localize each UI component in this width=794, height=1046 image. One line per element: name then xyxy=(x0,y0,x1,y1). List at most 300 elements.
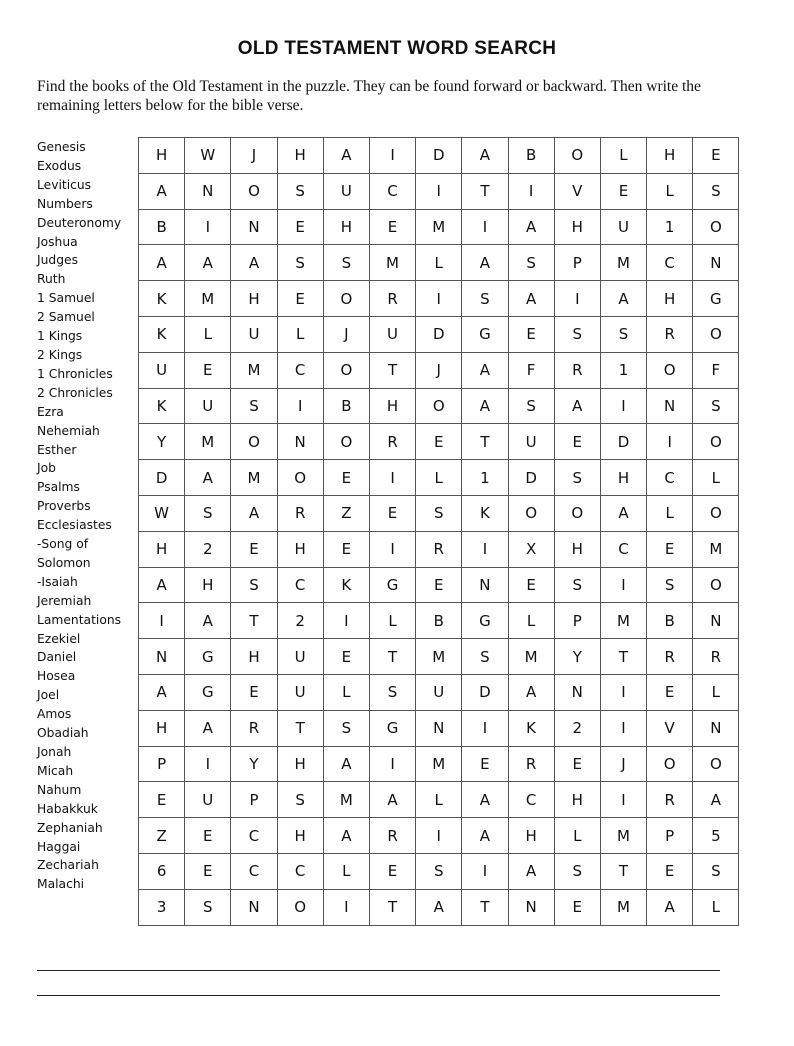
grid-cell: Y xyxy=(139,424,185,460)
grid-cell: E xyxy=(369,495,415,531)
word-list-item: Micah xyxy=(37,763,74,778)
word-list-item: Esther xyxy=(37,442,77,457)
grid-cell: S xyxy=(277,173,323,209)
grid-cell: A xyxy=(600,495,646,531)
grid-cell: A xyxy=(647,889,693,925)
word-list-item: Numbers xyxy=(37,196,93,211)
grid-cell: I xyxy=(185,209,231,245)
grid-cell: E xyxy=(277,209,323,245)
grid-cell: E xyxy=(554,746,600,782)
grid-cell: L xyxy=(647,495,693,531)
grid-cell: L xyxy=(185,316,231,352)
word-list-item: 2 Chronicles xyxy=(37,385,113,400)
grid-row xyxy=(139,818,739,854)
grid-cell: I xyxy=(323,889,369,925)
grid-cell: U xyxy=(185,388,231,424)
word-list-item: -Song of xyxy=(37,537,89,552)
grid-cell: A xyxy=(462,245,508,281)
grid-cell: E xyxy=(416,424,462,460)
grid-cell: E xyxy=(323,531,369,567)
grid-cell: O xyxy=(693,495,739,531)
grid-cell: E xyxy=(647,531,693,567)
grid-cell: D xyxy=(600,424,646,460)
word-list-item: Psalms xyxy=(37,480,80,495)
grid-cell: O xyxy=(323,281,369,317)
grid-cell: T xyxy=(231,603,277,639)
grid-cell: E xyxy=(369,853,415,889)
grid-cell: A xyxy=(462,138,508,174)
grid-cell: A xyxy=(462,782,508,818)
grid-cell: K xyxy=(139,281,185,317)
grid-row xyxy=(139,424,739,460)
grid-cell: O xyxy=(693,209,739,245)
grid-row xyxy=(139,388,739,424)
grid-cell: L xyxy=(323,674,369,710)
word-list-item: Ezra xyxy=(37,404,64,419)
grid-cell: R xyxy=(416,531,462,567)
grid-cell: M xyxy=(600,603,646,639)
grid-cell: H xyxy=(277,531,323,567)
grid-cell: L xyxy=(693,674,739,710)
grid-cell: D xyxy=(462,674,508,710)
word-list-item: Job xyxy=(37,461,56,476)
grid-cell: I xyxy=(369,138,415,174)
grid-cell: O xyxy=(647,352,693,388)
grid-cell: N xyxy=(231,889,277,925)
grid-cell: I xyxy=(185,746,231,782)
grid-cell: T xyxy=(369,639,415,675)
grid-cell: H xyxy=(323,209,369,245)
grid-cell: S xyxy=(693,173,739,209)
grid-cell: T xyxy=(277,710,323,746)
grid-cell: I xyxy=(323,603,369,639)
grid-row xyxy=(139,710,739,746)
grid-cell: N xyxy=(416,710,462,746)
grid-cell: O xyxy=(323,424,369,460)
grid-cell: N xyxy=(231,209,277,245)
grid-cell: I xyxy=(277,388,323,424)
grid-cell: 1 xyxy=(600,352,646,388)
grid-cell: 1 xyxy=(462,460,508,496)
grid-cell: I xyxy=(416,281,462,317)
grid-cell: L xyxy=(416,460,462,496)
grid-cell: I xyxy=(369,460,415,496)
grid-cell: B xyxy=(416,603,462,639)
grid-cell: O xyxy=(277,889,323,925)
grid-cell: E xyxy=(369,209,415,245)
grid-cell: E xyxy=(139,782,185,818)
word-list-item: Obadiah xyxy=(37,726,89,741)
grid-cell: O xyxy=(693,567,739,603)
grid-cell: S xyxy=(693,388,739,424)
grid-cell: I xyxy=(600,674,646,710)
grid-cell: C xyxy=(277,853,323,889)
grid-cell: A xyxy=(139,674,185,710)
grid-cell: S xyxy=(416,853,462,889)
grid-cell: E xyxy=(185,853,231,889)
grid-cell: O xyxy=(277,460,323,496)
word-list-item: Daniel xyxy=(37,650,77,665)
grid-cell: N xyxy=(139,639,185,675)
grid-cell: N xyxy=(647,388,693,424)
grid-cell: I xyxy=(600,782,646,818)
word-list-item: Nehemiah xyxy=(37,423,100,438)
grid-cell: S xyxy=(416,495,462,531)
grid-cell: O xyxy=(554,138,600,174)
word-list-item: Jeremiah xyxy=(37,593,92,608)
grid-cell: A xyxy=(554,388,600,424)
grid-cell: R xyxy=(693,639,739,675)
word-list-item: Ecclesiastes xyxy=(37,518,112,533)
grid-cell: I xyxy=(462,209,508,245)
grid-cell: A xyxy=(139,245,185,281)
grid-cell: P xyxy=(647,818,693,854)
grid-cell: H xyxy=(139,531,185,567)
grid-cell: O xyxy=(693,316,739,352)
word-list-item: Deuteronomy xyxy=(37,215,122,230)
grid-cell: H xyxy=(647,138,693,174)
grid-cell: A xyxy=(185,603,231,639)
grid-cell: S xyxy=(462,281,508,317)
grid-cell: H xyxy=(554,209,600,245)
grid-cell: H xyxy=(554,782,600,818)
word-list-item: 2 Kings xyxy=(37,347,83,362)
grid-cell: E xyxy=(416,567,462,603)
grid-cell: A xyxy=(185,460,231,496)
word-list-item: Zephaniah xyxy=(37,820,103,835)
grid-cell: S xyxy=(554,460,600,496)
grid-cell: T xyxy=(462,889,508,925)
grid-cell: N xyxy=(185,173,231,209)
grid-cell: M xyxy=(600,245,646,281)
grid-cell: S xyxy=(323,710,369,746)
grid-cell: M xyxy=(416,746,462,782)
grid-cell: C xyxy=(647,245,693,281)
grid-cell: S xyxy=(185,889,231,925)
grid-cell: R xyxy=(647,316,693,352)
grid-cell: B xyxy=(508,138,554,174)
grid-cell: H xyxy=(139,138,185,174)
grid-cell: E xyxy=(185,352,231,388)
grid-cell: H xyxy=(231,639,277,675)
grid-cell: A xyxy=(600,281,646,317)
grid-cell: E xyxy=(508,567,554,603)
grid-cell: H xyxy=(369,388,415,424)
grid-cell: 5 xyxy=(693,818,739,854)
grid-cell: K xyxy=(508,710,554,746)
grid-cell: O xyxy=(323,352,369,388)
grid-cell: D xyxy=(416,316,462,352)
grid-row xyxy=(139,352,739,388)
grid-row xyxy=(139,138,739,174)
grid-cell: S xyxy=(277,782,323,818)
grid-cell: W xyxy=(139,495,185,531)
grid-cell: E xyxy=(693,138,739,174)
grid-cell: E xyxy=(323,639,369,675)
grid-cell: E xyxy=(231,674,277,710)
grid-row xyxy=(139,674,739,710)
grid-cell: U xyxy=(600,209,646,245)
grid-cell: S xyxy=(554,853,600,889)
grid-cell: I xyxy=(139,603,185,639)
grid-cell: O xyxy=(647,746,693,782)
grid-cell: C xyxy=(231,818,277,854)
grid-cell: 2 xyxy=(554,710,600,746)
grid-cell: 3 xyxy=(139,889,185,925)
word-list-item: Jonah xyxy=(37,745,72,759)
grid-cell: K xyxy=(139,316,185,352)
word-list-item: Exodus xyxy=(37,158,82,173)
grid-row xyxy=(139,853,739,889)
grid-cell: A xyxy=(231,245,277,281)
grid-cell: N xyxy=(693,603,739,639)
grid-cell: I xyxy=(600,388,646,424)
grid-cell: A xyxy=(693,782,739,818)
grid-cell: I xyxy=(647,424,693,460)
grid-cell: A xyxy=(323,746,369,782)
grid-cell: M xyxy=(416,639,462,675)
word-list-item: 2 Samuel xyxy=(37,310,95,325)
grid-cell: F xyxy=(693,352,739,388)
grid-cell: O xyxy=(693,746,739,782)
grid-cell: M xyxy=(693,531,739,567)
grid-cell: S xyxy=(231,567,277,603)
grid-cell: L xyxy=(323,853,369,889)
grid-cell: N xyxy=(462,567,508,603)
grid-cell: D xyxy=(139,460,185,496)
grid-cell: I xyxy=(600,567,646,603)
grid-cell: A xyxy=(139,173,185,209)
grid-cell: H xyxy=(647,281,693,317)
word-list-item: Hosea xyxy=(37,669,76,684)
grid-cell: A xyxy=(462,388,508,424)
word-list-item: Nahum xyxy=(37,782,82,797)
grid-cell: S xyxy=(600,316,646,352)
word-list-item: 1 Kings xyxy=(37,329,83,344)
grid-cell: U xyxy=(416,674,462,710)
grid-cell: X xyxy=(508,531,554,567)
grid-cell: L xyxy=(369,603,415,639)
grid-cell: S xyxy=(323,245,369,281)
grid-cell: E xyxy=(554,424,600,460)
grid-row xyxy=(139,281,739,317)
grid-cell: H xyxy=(277,818,323,854)
grid-cell: H xyxy=(139,710,185,746)
grid-cell: U xyxy=(323,173,369,209)
grid-cell: G xyxy=(462,603,508,639)
word-list-item: Amos xyxy=(37,707,72,722)
grid-cell: 1 xyxy=(647,209,693,245)
grid-cell: M xyxy=(231,460,277,496)
word-list-item: -Isaiah xyxy=(37,574,78,589)
grid-cell: I xyxy=(462,853,508,889)
grid-cell: L xyxy=(693,889,739,925)
grid-cell: U xyxy=(369,316,415,352)
grid-cell: I xyxy=(554,281,600,317)
word-list xyxy=(37,138,137,894)
grid-cell: N xyxy=(554,674,600,710)
grid-row xyxy=(139,173,739,209)
grid-cell: V xyxy=(647,710,693,746)
grid-cell: O xyxy=(416,388,462,424)
grid-cell: L xyxy=(416,782,462,818)
grid-cell: E xyxy=(185,818,231,854)
grid-cell: S xyxy=(462,639,508,675)
grid-cell: U xyxy=(277,639,323,675)
word-list-item: Genesis xyxy=(37,140,86,154)
grid-cell: H xyxy=(277,746,323,782)
grid-cell: I xyxy=(416,173,462,209)
grid-cell: S xyxy=(508,245,554,281)
grid-cell: T xyxy=(600,853,646,889)
grid-cell: P xyxy=(231,782,277,818)
grid-row xyxy=(139,245,739,281)
grid-cell: N xyxy=(277,424,323,460)
grid-cell: U xyxy=(185,782,231,818)
grid-cell: K xyxy=(462,495,508,531)
grid-cell: R xyxy=(277,495,323,531)
grid-cell: G xyxy=(693,281,739,317)
grid-cell: M xyxy=(231,352,277,388)
grid-cell: A xyxy=(416,889,462,925)
grid-cell: S xyxy=(508,388,554,424)
grid-cell: S xyxy=(231,388,277,424)
grid-cell: U xyxy=(508,424,554,460)
grid-cell: J xyxy=(231,138,277,174)
grid-cell: A xyxy=(185,245,231,281)
grid-cell: Y xyxy=(554,639,600,675)
grid-cell: H xyxy=(508,818,554,854)
grid-cell: P xyxy=(139,746,185,782)
grid-cell: A xyxy=(508,674,554,710)
word-list-item: 1 Samuel xyxy=(37,291,95,306)
grid-cell: A xyxy=(462,352,508,388)
grid-cell: Z xyxy=(139,818,185,854)
word-list-item: Haggai xyxy=(37,839,81,854)
grid-cell: S xyxy=(554,567,600,603)
grid-cell: L xyxy=(554,818,600,854)
grid-cell: N xyxy=(693,710,739,746)
grid-cell: A xyxy=(139,567,185,603)
grid-cell: M xyxy=(600,818,646,854)
grid-cell: P xyxy=(554,245,600,281)
grid-cell: O xyxy=(508,495,554,531)
grid-cell: K xyxy=(139,388,185,424)
word-list-item: Ezekiel xyxy=(37,631,81,646)
grid-cell: L xyxy=(416,245,462,281)
grid-cell: C xyxy=(277,567,323,603)
grid-cell: I xyxy=(369,531,415,567)
grid-cell: I xyxy=(508,173,554,209)
grid-row xyxy=(139,495,739,531)
grid-row xyxy=(139,782,739,818)
grid-row xyxy=(139,209,739,245)
grid-row xyxy=(139,460,739,496)
grid-row xyxy=(139,531,739,567)
grid-cell: C xyxy=(600,531,646,567)
grid-cell: S xyxy=(647,567,693,603)
grid-cell: G xyxy=(185,639,231,675)
word-list-item: Judges xyxy=(37,253,79,268)
word-list-item: Malachi xyxy=(37,877,85,892)
grid-cell: E xyxy=(647,674,693,710)
grid-cell: N xyxy=(508,889,554,925)
grid-cell: O xyxy=(693,424,739,460)
grid-cell: A xyxy=(323,138,369,174)
word-list-item: Zechariah xyxy=(37,858,99,873)
grid-cell: S xyxy=(369,674,415,710)
grid-cell: E xyxy=(600,173,646,209)
grid-cell: E xyxy=(647,853,693,889)
grid-cell: U xyxy=(139,352,185,388)
grid-cell: E xyxy=(508,316,554,352)
grid-cell: E xyxy=(231,531,277,567)
word-list-item: Ruth xyxy=(37,272,66,287)
grid-cell: M xyxy=(369,245,415,281)
grid-cell: T xyxy=(369,352,415,388)
answer-line xyxy=(37,995,720,996)
grid-cell: A xyxy=(508,853,554,889)
grid-cell: H xyxy=(554,531,600,567)
grid-row xyxy=(139,603,739,639)
word-list-item: Lamentations xyxy=(37,612,122,627)
grid-cell: B xyxy=(647,603,693,639)
grid-cell: B xyxy=(139,209,185,245)
answer-line xyxy=(37,970,720,971)
word-list-item: Habakkuk xyxy=(37,801,98,816)
grid-cell: C xyxy=(369,173,415,209)
grid-row xyxy=(139,639,739,675)
grid-cell: A xyxy=(369,782,415,818)
grid-cell: F xyxy=(508,352,554,388)
grid-cell: T xyxy=(462,424,508,460)
grid-row xyxy=(139,889,739,925)
grid-cell: A xyxy=(323,818,369,854)
grid-cell: E xyxy=(277,281,323,317)
grid-cell: D xyxy=(416,138,462,174)
grid-cell: 2 xyxy=(277,603,323,639)
instructions: Find the books of the Old Testament in the puzzle. They can be found forward or backward. Then write the remaining letters below for the bible verse. xyxy=(37,78,701,114)
grid-cell: 6 xyxy=(139,853,185,889)
grid-cell: R xyxy=(508,746,554,782)
grid-row xyxy=(139,316,739,352)
grid-cell: M xyxy=(416,209,462,245)
word-list-item: Leviticus xyxy=(37,177,92,192)
grid-cell: E xyxy=(554,889,600,925)
grid-cell: L xyxy=(693,460,739,496)
grid-cell: J xyxy=(416,352,462,388)
grid-cell: I xyxy=(462,531,508,567)
grid-cell: L xyxy=(508,603,554,639)
grid-cell: M xyxy=(508,639,554,675)
grid-cell: E xyxy=(323,460,369,496)
grid-cell: M xyxy=(185,424,231,460)
grid-cell: P xyxy=(554,603,600,639)
grid-cell: L xyxy=(600,138,646,174)
grid-cell: R xyxy=(231,710,277,746)
grid-cell: R xyxy=(647,782,693,818)
grid-cell: R xyxy=(369,424,415,460)
grid-cell: L xyxy=(277,316,323,352)
grid-cell: 2 xyxy=(185,531,231,567)
grid-cell: I xyxy=(369,746,415,782)
grid-cell: E xyxy=(462,746,508,782)
grid-cell: Z xyxy=(323,495,369,531)
grid-cell: R xyxy=(647,639,693,675)
grid-cell: G xyxy=(369,567,415,603)
grid-cell: B xyxy=(323,388,369,424)
grid-cell: O xyxy=(231,173,277,209)
